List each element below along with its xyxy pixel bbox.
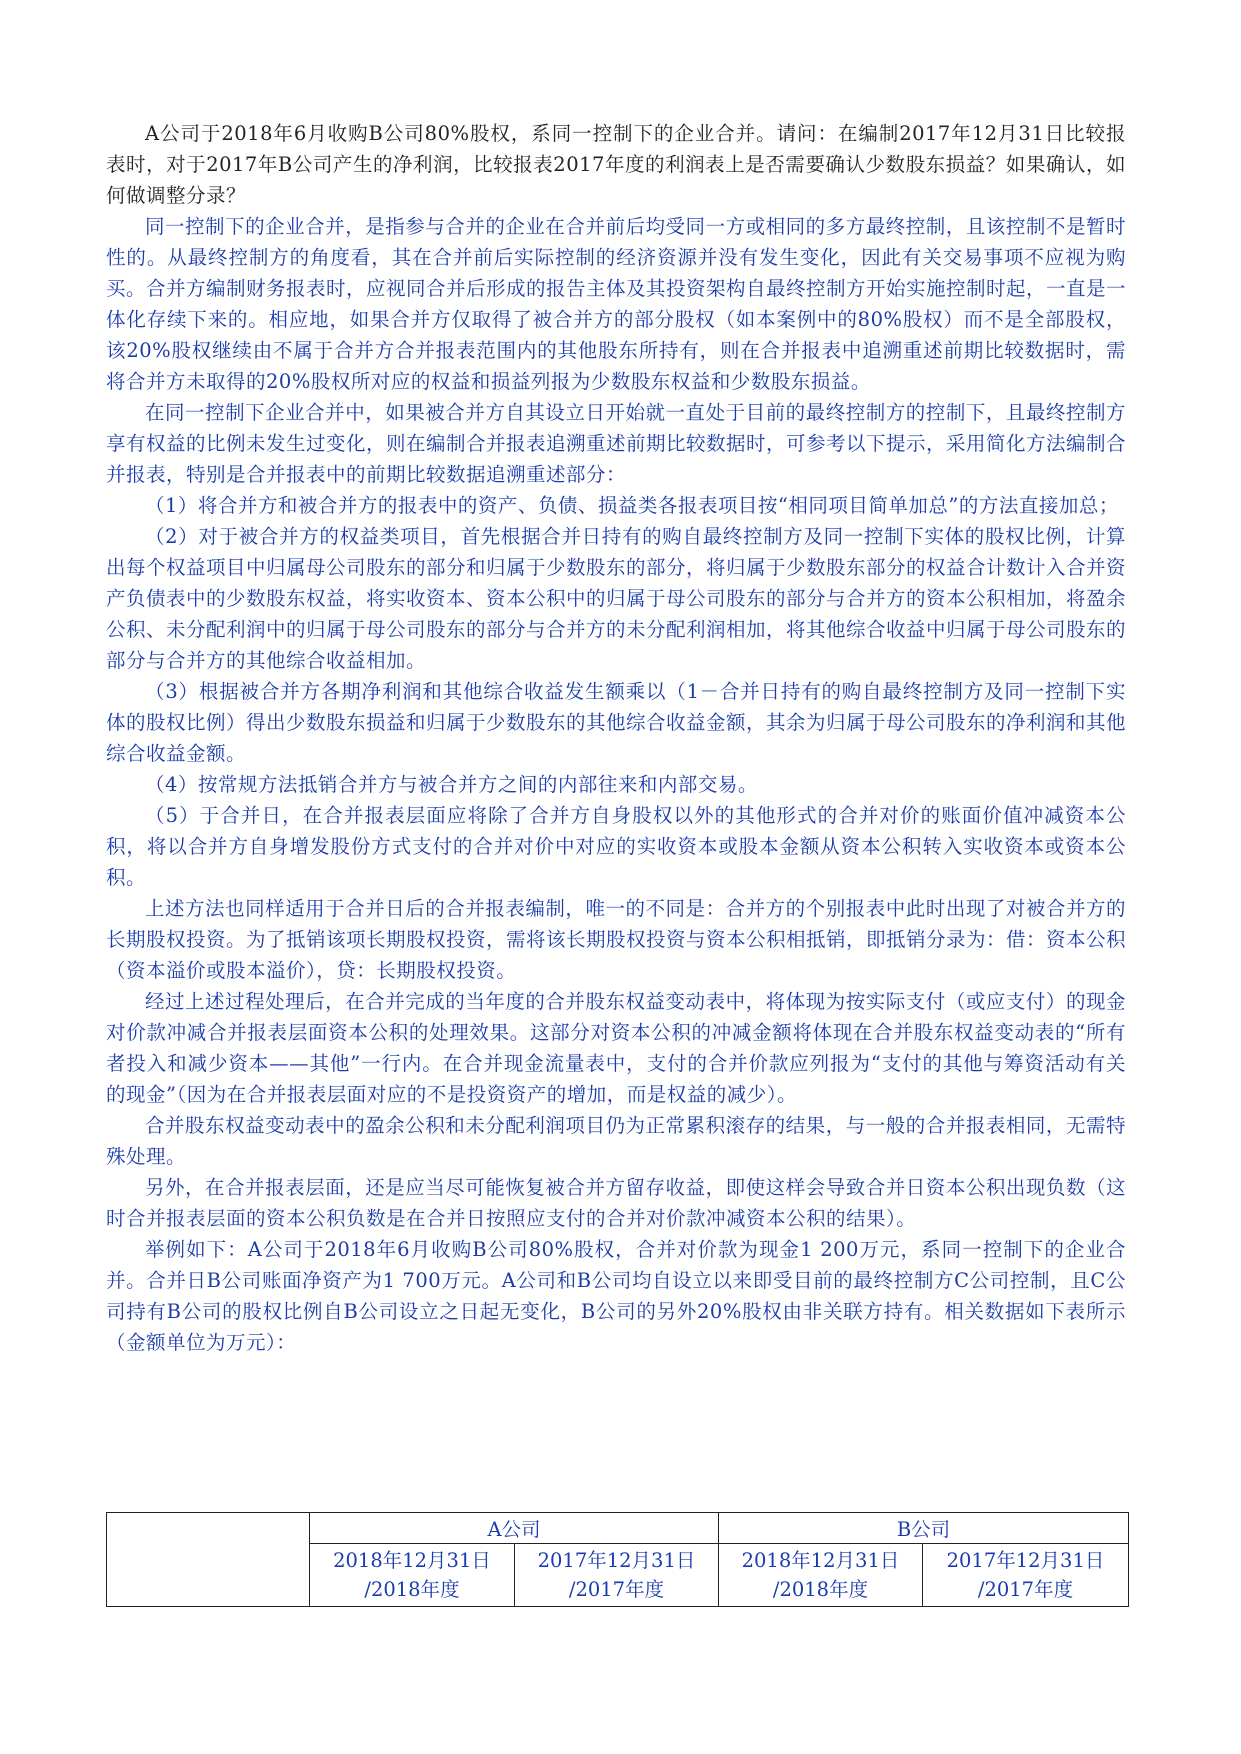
period-date: 2018年12月31日 (741, 1549, 900, 1572)
period-date: 2017年12月31日 (537, 1549, 696, 1572)
period-date: 2017年12月31日 (946, 1549, 1105, 1572)
step-3-paragraph: （3）根据被合并方各期净利润和其他综合收益发生额乘以（1－合并日持有的购自最终控制方及同一控制下实体的股权比例）得出少数股东损益和归属于少数股东的其他综合收益金额，其余为归属于母公司股东的净利润和其他综合收益金额。 (106, 680, 1127, 765)
equity-statement-paragraph: 经过上述过程处理后，在合并完成的当年度的合并股东权益变动表中，将体现为按实际支付（或应支付）的现金对价款冲减合并报表层面资本公积的处理效果。这部分对资本公积的冲减金额将体现在合并股东权益变动表的“所有者投入和减少资本——其他”一行内。在合并现金流量表中，支付的合并价款应列报为“支付的其他与筹资活动有关的现金”（因为在合并报表层面对应的不是投资资产的增加，而是权益的减少）。 (106, 990, 1126, 1106)
answer-paragraph-definition: 同一控制下的企业合并，是指参与合并的企业在合并前后均受同一方或相同的多方最终控制，且该控制不是暂时性的。从最终控制方的角度看，其在合并前后实际控制的经济资源并没有发生变化，因此有关交易事项不应视为购买。合并方编制财务报表时，应视同合并后形成的报告主体及其投资架构自最终控制方开始实施控制时起，一直是一体化存续下来的。相应地，如果合并方仅取得了被合并方的部分股权（如本案例中的80%股权）而不是全部股权，该20%股权继续由不属于合并方合并报表范围内的其他股东所持有，则在合并报表中追溯重述前期比较数据时，需将合并方未取得的20%股权所对应的权益和损益列报为少数股东权益和少数股东损益。 (106, 215, 1127, 393)
example-paragraph: 举例如下：A公司于2018年6月收购B公司80%股权，合并对价款为现金1 200万元，系同一控制下的企业合并。合并日B公司账面净资产为1 700万元。A公司和B公司均自设立以来即受目前的最终控制方C公司控制，且C公司持有B公司的股权比例自B公司设立之日起无变化，B公司的另外20%股权由非关联方持有。相关数据如下表所示（金额单位为万元）： (106, 1238, 1126, 1354)
step-4-paragraph: （4）按常规方法抵销合并方与被合并方之间的内部往来和内部交易。 (145, 773, 758, 796)
period-year: /2017年度 (568, 1578, 665, 1601)
period-header-cell (310, 1544, 515, 1607)
step-2-paragraph: （2）对于被合并方的权益类项目，首先根据合并日持有的购自最终控制方及同一控制下实体的股权比例，计算出每个权益项目中归属母公司股东的部分和归属于少数股东的部分，将归属于少数股东部分的权益合计数计入合并资产负债表中的少数股东权益，将实收资本、资本公积中的归属于母公司股东的部分与合并方的资本公积相加，将盈余公积、未分配利润中的归属于母公司股东的部分与合并方的未分配利润相加，将其他综合收益中归属于母公司股东的部分与合并方的其他综合收益相加。 (106, 525, 1127, 672)
document-body (106, 118, 1126, 1358)
company-b-header: B公司 (719, 1513, 1129, 1544)
period-year: /2017年度 (977, 1578, 1074, 1601)
step-5-paragraph: （5）于合并日，在合并报表层面应将除了合并方自身股权以外的其他形式的合并对价的账面价值冲减资本公积，将以合并方自身增发股份方式支付的合并对价中对应的实收资本或股本金额从资本公积转入实收资本或资本公积。 (106, 804, 1126, 889)
period-year: /2018年度 (772, 1578, 869, 1601)
period-header-cell (923, 1544, 1129, 1607)
period-date: 2018年12月31日 (333, 1549, 491, 1572)
step-1-paragraph: （1）将合并方和被合并方的报表中的资产、负债、损益类各报表项目按“相同项目简单加总”的方法直接加总； (145, 494, 1119, 517)
financial-data-table (106, 1512, 1129, 1607)
post-merger-paragraph: 上述方法也同样适用于合并日后的合并报表编制，唯一的不同是：合并方的个别报表中此时出现了对被合并方的长期股权投资。为了抵销该项长期股权投资，需将该长期股权投资与资本公积相抵销，即抵销分录为：借：资本公积（资本溢价或股本溢价），贷：长期股权投资。 (106, 897, 1127, 982)
question-paragraph: A公司于2018年6月收购B公司80%股权，系同一控制下的企业合并。请问：在编制2017年12月31日比较报表时，对于2017年B公司产生的净利润，比较报表2017年度的利润表上是否需要确认少数股东损益？如果确认，如何做调整分录？ (106, 122, 1126, 207)
answer-paragraph-simplified-method: 在同一控制下企业合并中，如果被合并方自其设立日开始就一直处于目前的最终控制方的控制下，且最终控制方享有权益的比例未发生过变化，则在编制合并报表追溯重述前期比较数据时，可参考以下提示，采用简化方法编制合并报表，特别是合并报表中的前期比较数据追溯重述部分： (106, 401, 1127, 486)
capital-reserve-paragraph: 另外，在合并报表层面，还是应当尽可能恢复被合并方留存收益，即使这样会导致合并日资本公积出现负数（这时合并报表层面的资本公积负数是在合并日按照应支付的合并对价款冲减资本公积的结果）。 (106, 1176, 1126, 1230)
retained-earnings-paragraph: 合并股东权益变动表中的盈余公积和未分配利润项目仍为正常累积滚存的结果，与一般的合并报表相同，无需特殊处理。 (106, 1114, 1126, 1168)
table-corner-cell (107, 1513, 310, 1607)
period-year: /2018年度 (364, 1578, 460, 1601)
table-header-row (107, 1513, 1129, 1544)
company-a-header: A公司 (310, 1513, 719, 1544)
period-header-cell (719, 1544, 923, 1607)
period-header-cell (515, 1544, 719, 1607)
